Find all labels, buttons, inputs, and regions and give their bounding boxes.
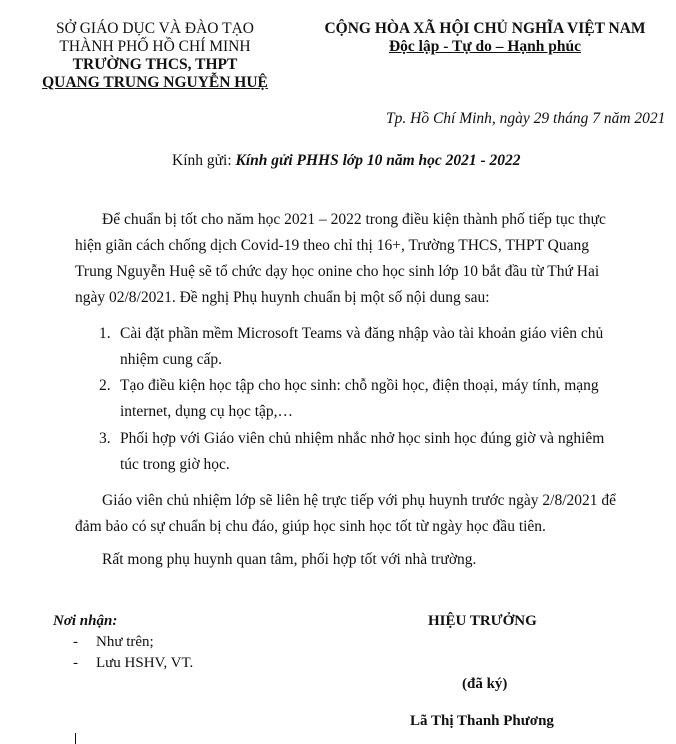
closing-line-2: đảm bảo có sự chuẩn bị chu đáo, giúp học sinh học tốt từ ngày học đầu tiên. (75, 518, 546, 535)
list-item-3-line-2: túc trong giờ học. (120, 456, 230, 473)
date-line: Tp. Hồ Chí Minh, ngày 29 tháng 7 năm 2021 (386, 110, 666, 127)
recipient-bullet-2: - (73, 655, 78, 671)
closing-line-1: Giáo viên chủ nhiệm lớp sẽ liên hệ trực tiếp với phụ huynh trước ngày 2/8/2021 để (102, 492, 617, 509)
recipient-bullet-1: - (73, 634, 78, 650)
signed-note: (đã ký) (462, 676, 508, 692)
intro-line-3: Trung Nguyễn Huệ sẽ tổ chức dạy học onine cho học sinh lớp 10 bắt đầu từ Thứ Hai (75, 263, 600, 280)
intro-line-2: hiện giãn cách chống dịch Covid-19 theo chỉ thị 16+, Trường THCS, THPT Quang (75, 237, 589, 254)
list-item-1-line-1: Cài đặt phần mềm Microsoft Teams và đăng nhập vào tài khoản giáo viên chủ (120, 325, 604, 342)
signer-name: Lã Thị Thanh Phương (410, 713, 554, 729)
page-margin-mark (75, 733, 76, 744)
signer-role: HIỆU TRƯỞNG (428, 613, 537, 629)
issuer-school-line2: QUANG TRUNG NGUYỄN HUỆ (42, 74, 268, 91)
recipient-item-2: Lưu HSHV, VT. (96, 655, 194, 671)
intro-line-1: Để chuẩn bị tốt cho năm học 2021 – 2022 trong điều kiện thành phố tiếp tục thực (102, 211, 606, 228)
greeting-recipient: Kính gửi PHHS lớp 10 năm học 2021 - 2022 (235, 152, 521, 169)
thanks-line: Rất mong phụ huynh quan tâm, phối hợp tốt với nhà trường. (102, 551, 477, 568)
greeting-prefix: Kính gửi: (172, 152, 236, 169)
list-item-2-line-2: internet, dụng cụ học tập,… (120, 403, 294, 420)
list-item-1-line-2: nhiệm cung cấp. (120, 351, 223, 368)
list-item-2-line-1: Tạo điều kiện học tập cho học sinh: chỗ ngồi học, điện thoại, máy tính, mạng (120, 377, 599, 394)
national-motto-block (300, 20, 670, 56)
issuer-school-line1: TRƯỜNG THCS, THPT (72, 56, 238, 73)
list-number-2: 2. (99, 377, 111, 394)
intro-line-4: ngày 02/8/2021. Đề nghị Phụ huynh chuẩn bị một số nội dung sau: (75, 289, 490, 306)
list-item-3-line-1: Phối hợp với Giáo viên chủ nhiệm nhắc nhở học sinh học đúng giờ và nghiêm (120, 430, 605, 447)
recipient-item-1: Như trên; (96, 634, 154, 650)
list-number-1: 1. (99, 325, 111, 342)
list-number-3: 3. (99, 430, 111, 447)
greeting (172, 152, 521, 170)
issuer-block (20, 20, 290, 92)
issuer-city: THÀNH PHỐ HỒ CHÍ MINH (59, 38, 251, 55)
issuer-department: SỞ GIÁO DỤC VÀ ĐÀO TẠO (56, 20, 254, 37)
recipients-title: Nơi nhận: (53, 613, 118, 629)
motto: Độc lập - Tự do – Hạnh phúc (388, 38, 582, 55)
country-name: CỘNG HÒA XÃ HỘI CHỦ NGHĨA VIỆT NAM (324, 20, 646, 37)
